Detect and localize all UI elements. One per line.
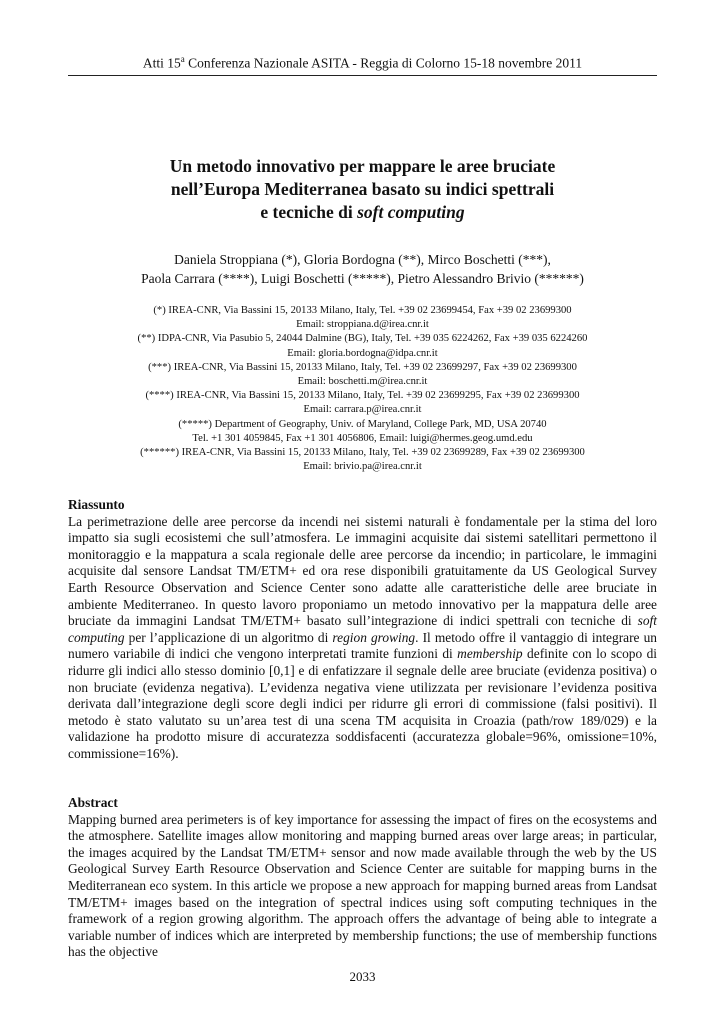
affiliation-line: (***) IREA-CNR, Via Bassini 15, 20133 Milano, Italy, Tel. +39 02 23699297, Fax +39 02 23699300 [148,361,577,373]
riassunto-text: . Il metodo offre il vantaggio di integrare un numero variabile di indici che vengono interpretati tramite funzioni di [68,629,657,662]
title-line-3 [68,201,657,224]
riassunto-section [68,497,657,763]
affiliation-line: (**) IDPA-CNR, Via Pasubio 5, 24044 Dalmine (BG), Italy, Tel. +39 035 6224262, Fax +39 035 6224260 [137,333,588,345]
affiliation-line: (****) IREA-CNR, Via Bassini 15, 20133 Milano, Italy, Tel. +39 02 23699295, Fax +39 02 23699300 [145,390,580,402]
paper-title [68,155,657,224]
affiliation-contact: Tel. +1 301 4059845, Fax +1 301 4056806, Email: luigi@hermes.geog.umd.edu [192,432,533,444]
running-head-suffix: Conferenza Nazionale ASITA - Reggia di Colorno 15-18 novembre 2011 [184,55,583,71]
abstract-paragraph: Mapping burned area perimeters is of key importance for assessing the impact of fires on the ecosystems and the atmosphere. Satellite images allow monitoring and mapping burned areas over large areas; in particular, the images acquired by the Landsat TM/ETM+ sensor and now made available through the web by the US Geological Survey Earth Resource Observation and Science Center are suitable for mapping burns in the Mediterranean eco system. In this article we propose a new approach for mapping burned areas from Landsat TM/ETM+ images based on the integration of spectral indices using soft computing techniques in the framework of a region growing algorithm. The approach offers the advantage of being able to integrate a variable number of indices which are interpreted by membership functions; the use of membership functions has the objective [68,811,657,960]
author-list [68,250,657,288]
riassunto-italic-term: region growing [332,629,416,645]
affiliations [68,304,657,474]
riassunto-italic-term: soft computing [68,613,657,645]
affiliation-email: Email: gloria.bordogna@idpa.cnr.it [287,347,438,359]
riassunto-heading: Riassunto [68,497,125,512]
affiliation-email: Email: boschetti.m@irea.cnr.it [297,376,428,388]
header-rule [68,75,657,76]
abstract-heading: Abstract [68,795,118,810]
running-head-prefix: Atti 15 [142,55,181,71]
riassunto-paragraph [68,514,657,763]
title-line-3-italic: soft computing [357,202,465,222]
affiliation-email: Email: stroppiana.d@irea.cnr.it [296,319,429,331]
running-head [68,54,657,72]
authors-line-1: Daniela Stroppiana (*), Gloria Bordogna (**), Mirco Boschetti (***), [174,252,551,267]
authors-line-2: Paola Carrara (****), Luigi Boschetti (*****), Pietro Alessandro Brivio (******) [141,271,584,286]
page-number: 2033 [349,969,376,984]
riassunto-text: definite con lo scopo di ridurre gli indici allo stesso dominio [0,1] e di enfatizzare il segnale delle aree bruciate (evidenza positiva) o non bruciate (evidenza negativa). L’evidenza negativa viene utilizzata per revisionare l’evidenza positiva derivata dall’integrazione degli score degli indici per ridurre gli errori di commissione (falsi positivi). Il metodo è stato valutato su un’area test di una scena TM acquisita in Croazia (path/row 189/029) e la validazione ha prodotto misure di accuratezza soddisfacenti (accuratezza globale=96%, omissione=10%, commissione=16%). [68,646,657,761]
riassunto-italic-term: membership [457,646,523,662]
affiliation-email: Email: carrara.p@irea.cnr.it [303,404,422,416]
riassunto-text: La perimetrazione delle aree percorse da incendi nei sistemi naturali è fondamentale per la stima del loro impatto sia sugli ecosistemi che sull’atmosfera. Le immagini acquisite dai sistemi satellitari permettono il monitoraggio e la mappatura a scala regionale delle aree percorse da incendio; in particolare, le immagini acquisite dal sensore Landsat TM/ETM+ ed ora rese disponibili gratuitamente da US Geological Survey Earth Resource Observation and Science Center sono adatte alle caratteristiche delle aree bruciate in ambiente Mediterraneo. In questo lavoro proponiamo un metodo innovativo per la mappatura delle aree bruciate da immagini Landsat TM/ETM+ basato sull’integrazione di indici spettrali con tecniche di [68,513,657,629]
affiliation-line: (*****) Department of Geography, Univ. of Maryland, College Park, MD, USA 20740 [178,418,547,430]
running-head-superscript: a [180,54,185,64]
affiliation-line: (******) IREA-CNR, Via Bassini 15, 20133 Milano, Italy, Tel. +39 02 23699289, Fax +39 02 23699300 [140,447,585,459]
abstract-section [68,795,657,961]
affiliation-line: (*) IREA-CNR, Via Bassini 15, 20133 Milano, Italy, Tel. +39 02 23699454, Fax +39 02 23699300 [153,305,572,316]
title-line-3-prefix: e tecniche di [260,202,358,222]
title-line-2: nell’Europa Mediterranea basato su indici spettrali [170,179,555,199]
title-line-1: Un metodo innovativo per mappare le aree bruciate [169,156,556,176]
riassunto-text: per l’applicazione di un algoritmo di [124,629,333,645]
affiliation-email: Email: brivio.pa@irea.cnr.it [303,461,422,473]
